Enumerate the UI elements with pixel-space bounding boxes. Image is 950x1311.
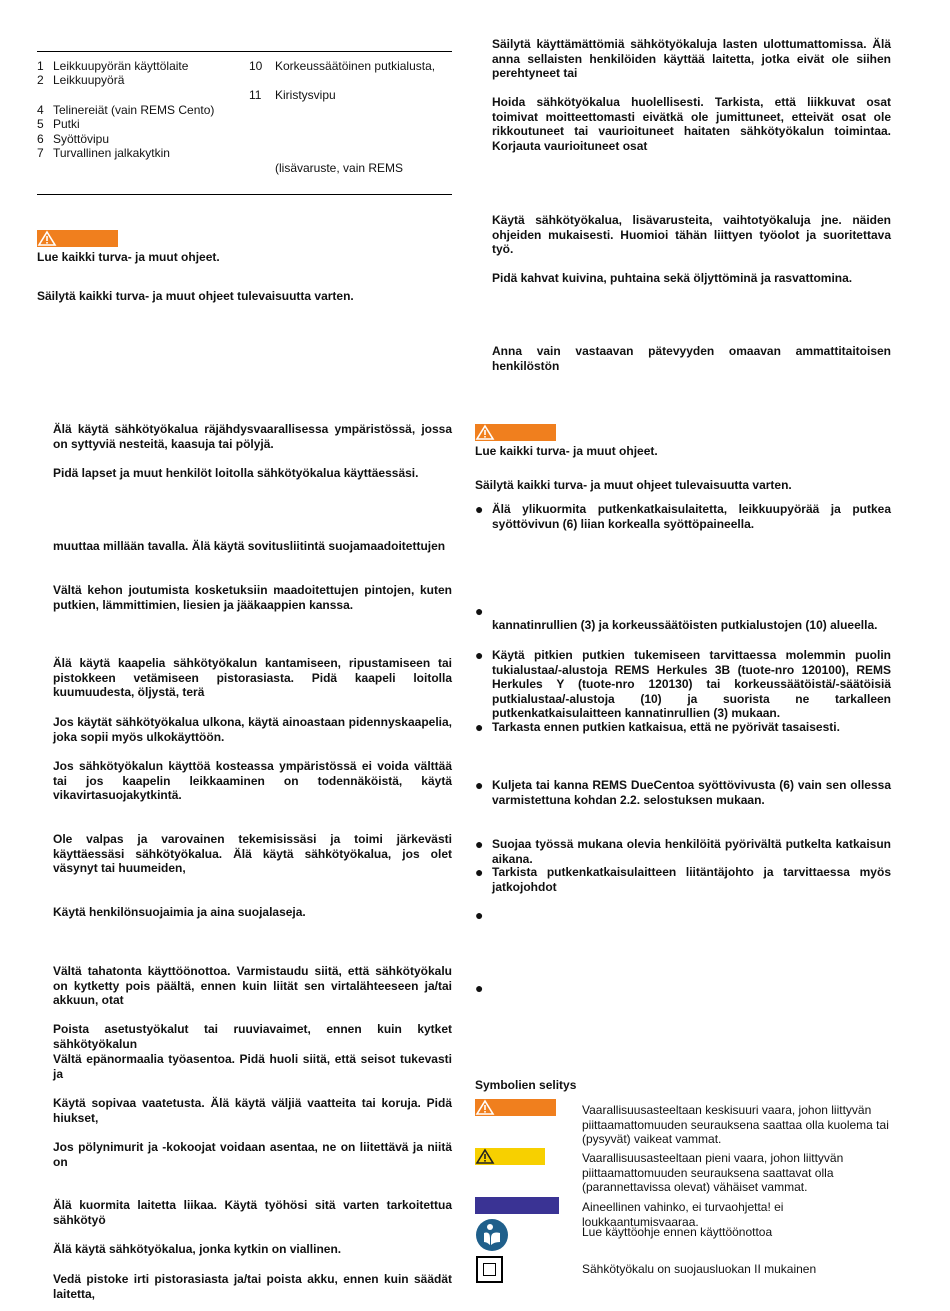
warning-title: Lue kaikki turva- ja muut ohjeet. [475,444,658,458]
safety-paragraph: Ole valpas ja varovainen tekemisissäsi ja toimi järkevästi käyttäessäsi sähkötyökalua. Älä käytä sähkötyökalua, jos olet väsynyt tai huumeiden, [53,832,452,875]
bullet-text: Kuljeta tai kanna REMS DueCentoa syöttövivusta (6) vain sen ollessa varmistettuna kohdan 2.2. selostuksen mukaan. [492,778,891,807]
symbol-description: Vaarallisuusasteeltaan pieni vaara, johon liittyvän piittaamattomuuden seurauksena saattavat olla (parannettavissa olevat) vähäiset vammat. [582,1151,844,1194]
warning-text: Säilytä kaikki turva- ja muut ohjeet tulevaisuutta varten. [475,478,792,492]
legend-label: Leikkuupyörä [53,73,125,87]
bullet-text: Tarkasta ennen putkien katkaisua, että ne pyörivät tasaisesti. [492,720,840,734]
safety-paragraph: Pidä lapset ja muut henkilöt loitolla sähkötyökalua käyttäessäsi. [53,466,419,480]
legend-num: 11 [249,88,262,102]
legend-extra: (lisävaruste, vain REMS [275,161,404,175]
safety-paragraph: Vedä pistoke irti pistorasiasta ja/tai poista akku, ennen kuin säädät laitetta, [53,1272,452,1301]
safety-paragraph: Vältä epänormaalia työasentoa. Pidä huoli siitä, että seisot tukevasti ja [53,1052,452,1081]
bullet-text: kannatinrullien (3) ja korkeussäätöisten putkialustojen (10) alueella. [492,618,878,632]
warning-label-orange [475,424,556,441]
legend-top-rule [37,51,452,52]
bullet-icon: ● [475,647,484,663]
legend-num: 7 [37,146,44,160]
bullet-icon: ● [475,719,484,735]
safety-paragraph: Käytä henkilönsuojaimia ja aina suojalaseja. [53,905,306,919]
protection-class-ii-icon [476,1256,503,1283]
legend-num: 10 [249,59,263,73]
bullet-text: Älä ylikuormita putkenkatkaisulaitetta, leikkuupyörää ja putkea syöttövivun (6) liian korkealla syöttöpaineella. [492,502,891,531]
warning-text: Säilytä kaikki turva- ja muut ohjeet tulevaisuutta varten. [37,289,354,303]
legend-label: Leikkuupyörän käyttölaite [53,59,189,73]
warning-triangle-icon [37,230,57,247]
safety-paragraph: muuttaa millään tavalla. Älä käytä sovitusliitintä suojamaadoitettujen [53,539,446,553]
symbol-caution-yellow [475,1148,545,1165]
legend-num: 4 [37,103,44,117]
legend-label: Putki [53,117,80,131]
caution-triangle-icon [475,1148,495,1165]
bullet-icon: ● [475,501,484,517]
read-manual-icon [475,1218,509,1252]
safety-paragraph: Käytä sopivaa vaatetusta. Älä käytä väljiä vaatteita tai koruja. Pidä hiukset, [53,1096,452,1125]
warning-label-orange [37,230,118,247]
symbol-description: Sähkötyökalu on suojausluokan II mukainen [582,1262,817,1276]
bullet-icon: ● [475,603,484,619]
safety-paragraph: Vältä kehon joutumista kosketuksiin maadoitettujen pintojen, kuten putkien, lämmittimien, liesien ja jääkaappien kanssa. [53,583,452,612]
safety-paragraph: Älä käytä sähkötyökalua, jonka kytkin on viallinen. [53,1242,342,1256]
bullet-text: Suojaa työssä mukana olevia henkilöitä pyörivältä putkelta katkaisun aikana. [492,837,891,866]
symbol-description: Vaarallisuusasteeltaan keskisuuri vaara, johon liittyvän piittaamattomuuden seurauksena saattaa olla kuolema tai (pysyvät) vaikeat vammat. [582,1103,889,1146]
legend-num: 1 [37,59,44,73]
legend-label: Syöttövipu [53,132,110,146]
legend-bottom-rule [37,194,452,195]
legend-label: Turvallinen jalkakytkin [53,146,170,160]
safety-paragraph: Anna vain vastaavan pätevyyden omaavan ammattitaitoisen henkilöstön [492,344,891,373]
safety-paragraph: Säilytä käyttämättömiä sähkötyökaluja lasten ulottumattomissa. Älä anna sellaisten henkilöiden käyttää laitetta, jotka eivät ole siihen perehtyneet tai [492,37,891,80]
legend-num: 6 [37,132,44,146]
legend-label: Kiristysvipu [275,88,336,102]
bullet-text: Käytä pitkien putkien tukemiseen tarvittaessa molemmin puolin tukialustaa/-alustoja REMS Herkules 3B (tuote-nro 120100), REMS Herkules Y (tuote-nro 120130) tai korkeussäätöistä/-säätöisiä putkialustaa/-alustoja (10) ja suorista ne tarkalleen putkenkatkaisulaitteen kannatinrullien (3) mukaan. [492,648,891,720]
safety-paragraph: Käytä sähkötyökalua, lisävarusteita, vaihtotyökaluja jne. näiden ohjeiden mukaisesti. Huomioi tähän liittyen työolot ja suoritettava työ. [492,213,891,256]
safety-paragraph: Hoida sähkötyökalua huolellisesti. Tarkista, että liikkuvat osat toimivat moitteettomasti eivätkä ole jumittuneet, etteivät osat ole rikkoutuneet tai vaurioituneet haitaten sähkötyökalun toimintaa. Korjauta vaurioituneet osat [492,95,891,153]
safety-paragraph: Poista asetustyökalut tai ruuviavaimet, ennen kuin kytket sähkötyökalun [53,1022,452,1051]
bullet-icon: ● [475,980,484,996]
warning-triangle-icon [475,1099,495,1116]
warning-triangle-icon [475,424,495,441]
symbol-notice-blue [475,1197,559,1214]
legend-num: 2 [37,73,44,87]
symbols-heading: Symbolien selitys [475,1078,577,1092]
safety-paragraph: Jos sähkötyökalun käyttöä kosteassa ympäristössä ei voida välttää tai jos kaapelin leikkaaminen on todennäköistä, käytä vikavirtasuojakytkintä. [53,759,452,802]
symbol-description: Lue käyttöohje ennen käyttöönottoa [582,1225,773,1239]
safety-paragraph: Pidä kahvat kuivina, puhtaina sekä öljyttöminä ja rasvattomina. [492,271,853,285]
safety-paragraph: Vältä tahatonta käyttöönottoa. Varmistaudu siitä, että sähkötyökalu on kytketty pois päältä, ennen kuin liität sen virtalähteeseen ja/tai akkuun, otat [53,964,452,1007]
warning-title: Lue kaikki turva- ja muut ohjeet. [37,250,220,264]
bullet-text: Tarkista putkenkatkaisulaitteen liitäntäjohto ja tarvittaessa myös jatkojohdot [492,865,891,894]
safety-paragraph: Älä käytä sähkötyökalua räjähdysvaarallisessa ympäristössä, jossa on syttyviä nesteitä, kaasuja tai pölyjä. [53,422,452,451]
legend-label: Telinereiät (vain REMS Cento) [53,103,215,117]
bullet-icon: ● [475,907,484,923]
legend-label: Korkeussäätöinen putkialusta, [275,59,436,73]
symbol-description: Aineellinen vahinko, ei turvaohjetta! ei loukkaantumisvaaraa. [582,1200,784,1229]
safety-paragraph: Jos käytät sähkötyökalua ulkona, käytä ainoastaan pidennyskaapelia, joka sopii myös ulkokäyttöön. [53,715,452,744]
bullet-icon: ● [475,864,484,880]
safety-paragraph: Älä kuormita laitetta liikaa. Käytä työhösi sitä varten tarkoitettua sähkötyö [53,1198,452,1227]
safety-paragraph: Älä käytä kaapelia sähkötyökalun kantamiseen, ripustamiseen tai pistokkeen vetämiseen pistorasiasta. Pidä kaapeli loitolla kuumuudesta, öljystä, terä [53,656,452,699]
legend-num: 5 [37,117,44,131]
bullet-icon: ● [475,777,484,793]
safety-paragraph: Jos pölynimurit ja -kokoojat voidaan asentaa, ne on liitettävä ja niitä on [53,1140,452,1169]
symbol-warning-orange [475,1099,556,1116]
bullet-icon: ● [475,836,484,852]
